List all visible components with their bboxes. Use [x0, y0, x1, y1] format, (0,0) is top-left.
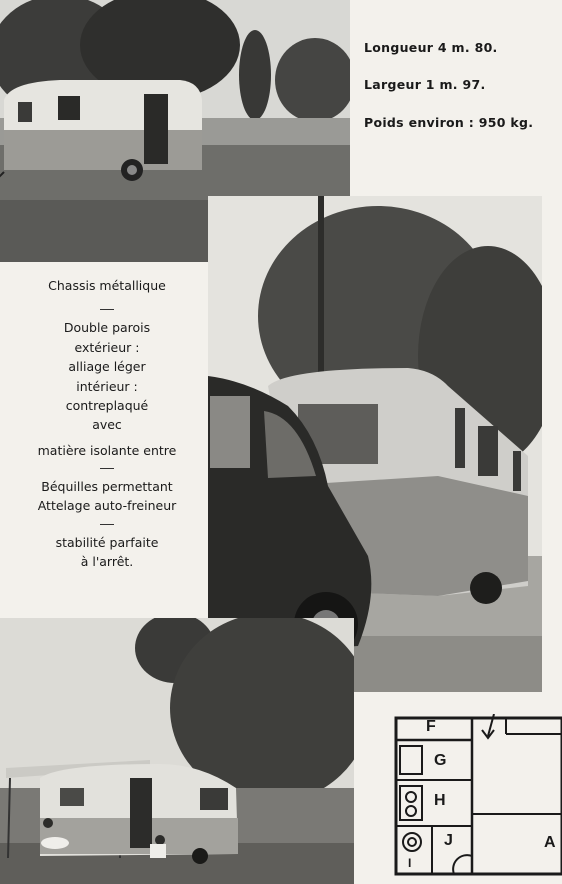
features-list — [12, 276, 202, 572]
feature-stability-1: stabilité parfaite — [55, 534, 159, 550]
plan-label-f: F — [426, 718, 436, 735]
feature-walls-5: contreplaqué — [65, 397, 149, 413]
divider — [100, 524, 114, 525]
spec-length: Longueur 4 m. 80. — [364, 40, 498, 55]
plan-label-a: A — [544, 834, 556, 851]
plan-label-j: J — [444, 832, 453, 849]
plan-label-i: I — [408, 856, 412, 870]
feature-walls-7: matière isolante entre — [37, 442, 177, 458]
photo-caravan-awning — [0, 618, 354, 884]
divider — [100, 309, 114, 310]
floor-plan — [394, 714, 562, 878]
plan-label-h: H — [434, 792, 446, 809]
feature-legs-2: Attelage auto-freineur — [37, 498, 177, 514]
divider — [100, 468, 114, 469]
feature-chassis: Chassis métallique — [48, 278, 166, 293]
feature-walls-4: intérieur : — [76, 378, 138, 394]
spec-weight: Poids environ : 950 kg. — [364, 114, 534, 130]
feature-walls-1: Double parois — [63, 320, 151, 336]
feature-walls-3: alliage léger — [68, 359, 146, 375]
feature-walls-6: avec — [92, 417, 122, 433]
feature-stability-2: à l'arrêt. — [80, 554, 134, 570]
plan-label-g: G — [434, 752, 447, 769]
spec-width: Largeur 1 m. 97. — [364, 77, 486, 93]
specifications — [364, 38, 554, 150]
feature-legs-1: Béquilles permettant — [41, 479, 173, 494]
feature-walls-2: extérieur : — [74, 339, 140, 355]
